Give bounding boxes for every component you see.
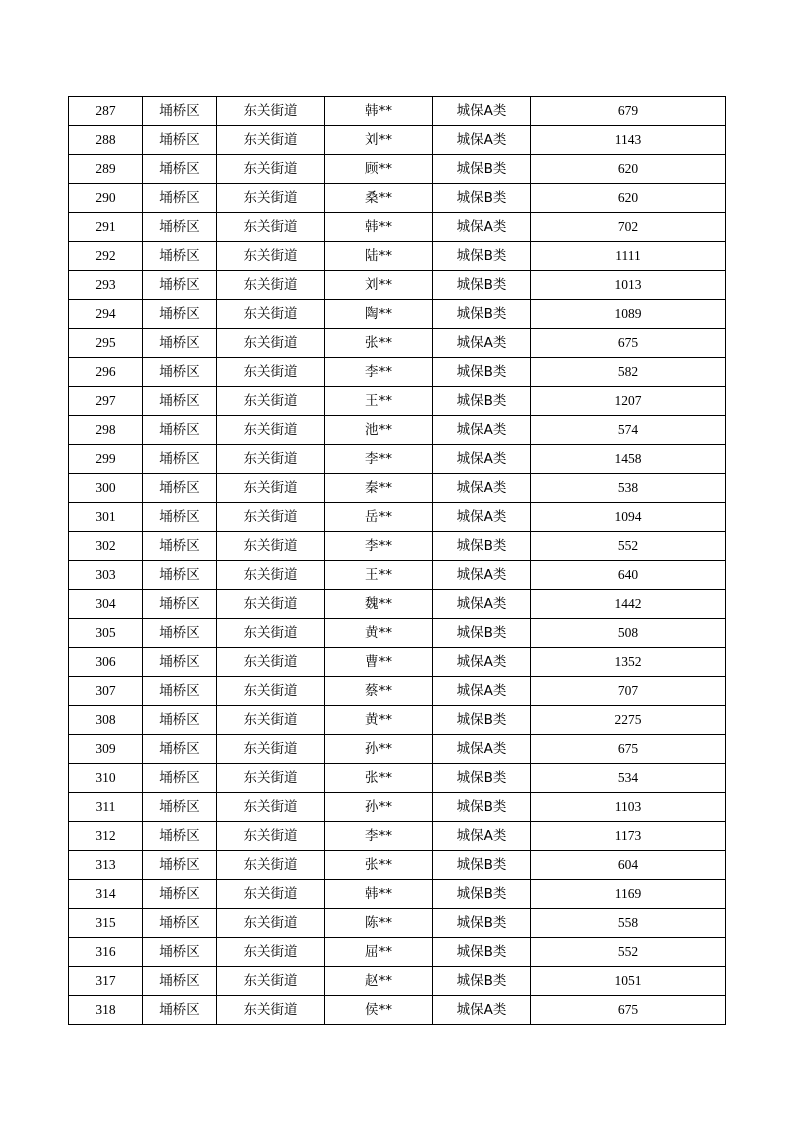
cell-index: 313 xyxy=(69,851,143,880)
cell-county: 埇桥区 xyxy=(143,648,217,677)
cell-street: 东关街道 xyxy=(217,619,325,648)
cell-amount: 1103 xyxy=(531,793,726,822)
cell-amount: 1013 xyxy=(531,271,726,300)
cell-name: 张** xyxy=(325,764,433,793)
cell-name: 赵** xyxy=(325,967,433,996)
cell-street: 东关街道 xyxy=(217,213,325,242)
cell-street: 东关街道 xyxy=(217,416,325,445)
cell-county: 埇桥区 xyxy=(143,155,217,184)
table-row xyxy=(69,387,726,416)
cell-street: 东关街道 xyxy=(217,735,325,764)
cell-name: 陈** xyxy=(325,909,433,938)
table-row xyxy=(69,474,726,503)
cell-amount: 1089 xyxy=(531,300,726,329)
cell-type: 城保A类 xyxy=(433,648,531,677)
cell-amount: 1458 xyxy=(531,445,726,474)
cell-amount: 1207 xyxy=(531,387,726,416)
cell-type: 城保A类 xyxy=(433,735,531,764)
cell-index: 299 xyxy=(69,445,143,474)
cell-index: 316 xyxy=(69,938,143,967)
cell-index: 318 xyxy=(69,996,143,1025)
cell-amount: 1111 xyxy=(531,242,726,271)
cell-index: 287 xyxy=(69,97,143,126)
cell-name: 李** xyxy=(325,822,433,851)
cell-name: 秦** xyxy=(325,474,433,503)
cell-index: 289 xyxy=(69,155,143,184)
cell-type: 城保B类 xyxy=(433,532,531,561)
cell-type: 城保A类 xyxy=(433,126,531,155)
cell-name: 侯** xyxy=(325,996,433,1025)
cell-index: 291 xyxy=(69,213,143,242)
cell-index: 296 xyxy=(69,358,143,387)
cell-index: 306 xyxy=(69,648,143,677)
cell-county: 埇桥区 xyxy=(143,909,217,938)
cell-amount: 1173 xyxy=(531,822,726,851)
table-row xyxy=(69,648,726,677)
cell-type: 城保A类 xyxy=(433,561,531,590)
table-row xyxy=(69,213,726,242)
cell-county: 埇桥区 xyxy=(143,590,217,619)
cell-amount: 534 xyxy=(531,764,726,793)
cell-type: 城保A类 xyxy=(433,445,531,474)
cell-street: 东关街道 xyxy=(217,561,325,590)
cell-street: 东关街道 xyxy=(217,242,325,271)
table-row xyxy=(69,532,726,561)
cell-county: 埇桥区 xyxy=(143,416,217,445)
cell-name: 蔡** xyxy=(325,677,433,706)
cell-county: 埇桥区 xyxy=(143,213,217,242)
cell-type: 城保A类 xyxy=(433,213,531,242)
cell-type: 城保B类 xyxy=(433,793,531,822)
table-row xyxy=(69,706,726,735)
cell-type: 城保A类 xyxy=(433,590,531,619)
cell-name: 魏** xyxy=(325,590,433,619)
cell-county: 埇桥区 xyxy=(143,97,217,126)
cell-index: 314 xyxy=(69,880,143,909)
cell-amount: 508 xyxy=(531,619,726,648)
cell-name: 屈** xyxy=(325,938,433,967)
table-row xyxy=(69,416,726,445)
cell-name: 顾** xyxy=(325,155,433,184)
table-row xyxy=(69,445,726,474)
cell-street: 东关街道 xyxy=(217,329,325,358)
cell-amount: 1143 xyxy=(531,126,726,155)
cell-name: 张** xyxy=(325,329,433,358)
cell-street: 东关街道 xyxy=(217,474,325,503)
cell-name: 李** xyxy=(325,445,433,474)
cell-type: 城保B类 xyxy=(433,619,531,648)
cell-street: 东关街道 xyxy=(217,445,325,474)
cell-street: 东关街道 xyxy=(217,793,325,822)
cell-amount: 620 xyxy=(531,155,726,184)
cell-amount: 538 xyxy=(531,474,726,503)
cell-type: 城保B类 xyxy=(433,967,531,996)
table-row xyxy=(69,242,726,271)
cell-county: 埇桥区 xyxy=(143,735,217,764)
cell-street: 东关街道 xyxy=(217,300,325,329)
cell-county: 埇桥区 xyxy=(143,503,217,532)
table-row xyxy=(69,184,726,213)
cell-county: 埇桥区 xyxy=(143,387,217,416)
cell-county: 埇桥区 xyxy=(143,822,217,851)
cell-street: 东关街道 xyxy=(217,938,325,967)
cell-index: 309 xyxy=(69,735,143,764)
cell-type: 城保A类 xyxy=(433,822,531,851)
table-row xyxy=(69,909,726,938)
cell-index: 297 xyxy=(69,387,143,416)
table-row xyxy=(69,97,726,126)
table-row xyxy=(69,590,726,619)
cell-index: 317 xyxy=(69,967,143,996)
cell-index: 293 xyxy=(69,271,143,300)
cell-name: 池** xyxy=(325,416,433,445)
cell-index: 311 xyxy=(69,793,143,822)
beneficiary-table xyxy=(68,96,726,1025)
table-row xyxy=(69,822,726,851)
cell-county: 埇桥区 xyxy=(143,445,217,474)
cell-type: 城保B类 xyxy=(433,909,531,938)
cell-county: 埇桥区 xyxy=(143,967,217,996)
cell-county: 埇桥区 xyxy=(143,126,217,155)
cell-index: 288 xyxy=(69,126,143,155)
cell-index: 300 xyxy=(69,474,143,503)
cell-name: 陆** xyxy=(325,242,433,271)
table-row xyxy=(69,126,726,155)
table-row xyxy=(69,851,726,880)
table-row xyxy=(69,561,726,590)
cell-county: 埇桥区 xyxy=(143,677,217,706)
cell-county: 埇桥区 xyxy=(143,184,217,213)
table-row xyxy=(69,938,726,967)
cell-county: 埇桥区 xyxy=(143,996,217,1025)
cell-type: 城保A类 xyxy=(433,97,531,126)
cell-street: 东关街道 xyxy=(217,155,325,184)
table-row xyxy=(69,271,726,300)
cell-name: 韩** xyxy=(325,213,433,242)
cell-amount: 675 xyxy=(531,329,726,358)
cell-index: 308 xyxy=(69,706,143,735)
table-row xyxy=(69,996,726,1025)
cell-amount: 1094 xyxy=(531,503,726,532)
cell-name: 孙** xyxy=(325,793,433,822)
cell-index: 305 xyxy=(69,619,143,648)
cell-name: 曹** xyxy=(325,648,433,677)
cell-amount: 707 xyxy=(531,677,726,706)
cell-street: 东关街道 xyxy=(217,967,325,996)
cell-index: 290 xyxy=(69,184,143,213)
cell-name: 韩** xyxy=(325,97,433,126)
cell-name: 刘** xyxy=(325,271,433,300)
cell-type: 城保B类 xyxy=(433,242,531,271)
cell-amount: 640 xyxy=(531,561,726,590)
cell-type: 城保B类 xyxy=(433,851,531,880)
cell-county: 埇桥区 xyxy=(143,329,217,358)
table-row xyxy=(69,764,726,793)
cell-index: 310 xyxy=(69,764,143,793)
table-row xyxy=(69,300,726,329)
cell-index: 301 xyxy=(69,503,143,532)
cell-county: 埇桥区 xyxy=(143,764,217,793)
cell-amount: 558 xyxy=(531,909,726,938)
cell-name: 刘** xyxy=(325,126,433,155)
cell-street: 东关街道 xyxy=(217,271,325,300)
cell-amount: 702 xyxy=(531,213,726,242)
cell-street: 东关街道 xyxy=(217,358,325,387)
cell-type: 城保A类 xyxy=(433,996,531,1025)
cell-name: 黄** xyxy=(325,706,433,735)
cell-street: 东关街道 xyxy=(217,677,325,706)
cell-type: 城保B类 xyxy=(433,184,531,213)
cell-street: 东关街道 xyxy=(217,706,325,735)
cell-name: 黄** xyxy=(325,619,433,648)
cell-type: 城保B类 xyxy=(433,271,531,300)
cell-type: 城保A类 xyxy=(433,474,531,503)
cell-amount: 574 xyxy=(531,416,726,445)
cell-amount: 675 xyxy=(531,735,726,764)
cell-county: 埇桥区 xyxy=(143,358,217,387)
cell-type: 城保B类 xyxy=(433,880,531,909)
cell-county: 埇桥区 xyxy=(143,300,217,329)
cell-street: 东关街道 xyxy=(217,880,325,909)
cell-amount: 582 xyxy=(531,358,726,387)
cell-street: 东关街道 xyxy=(217,648,325,677)
cell-county: 埇桥区 xyxy=(143,851,217,880)
cell-county: 埇桥区 xyxy=(143,706,217,735)
cell-street: 东关街道 xyxy=(217,184,325,213)
cell-amount: 552 xyxy=(531,532,726,561)
cell-street: 东关街道 xyxy=(217,503,325,532)
cell-street: 东关街道 xyxy=(217,532,325,561)
table-row xyxy=(69,677,726,706)
cell-index: 298 xyxy=(69,416,143,445)
cell-county: 埇桥区 xyxy=(143,880,217,909)
cell-county: 埇桥区 xyxy=(143,242,217,271)
cell-county: 埇桥区 xyxy=(143,561,217,590)
cell-county: 埇桥区 xyxy=(143,938,217,967)
cell-index: 303 xyxy=(69,561,143,590)
table-row xyxy=(69,793,726,822)
table-row xyxy=(69,735,726,764)
cell-type: 城保B类 xyxy=(433,155,531,184)
cell-amount: 1442 xyxy=(531,590,726,619)
cell-type: 城保B类 xyxy=(433,764,531,793)
cell-name: 张** xyxy=(325,851,433,880)
cell-street: 东关街道 xyxy=(217,996,325,1025)
cell-name: 韩** xyxy=(325,880,433,909)
cell-index: 304 xyxy=(69,590,143,619)
cell-type: 城保A类 xyxy=(433,677,531,706)
cell-index: 315 xyxy=(69,909,143,938)
cell-county: 埇桥区 xyxy=(143,793,217,822)
cell-name: 陶** xyxy=(325,300,433,329)
cell-county: 埇桥区 xyxy=(143,271,217,300)
cell-type: 城保B类 xyxy=(433,358,531,387)
cell-amount: 679 xyxy=(531,97,726,126)
table-row xyxy=(69,880,726,909)
cell-index: 294 xyxy=(69,300,143,329)
cell-street: 东关街道 xyxy=(217,851,325,880)
cell-name: 李** xyxy=(325,532,433,561)
cell-type: 城保A类 xyxy=(433,503,531,532)
cell-street: 东关街道 xyxy=(217,909,325,938)
cell-amount: 1169 xyxy=(531,880,726,909)
cell-index: 292 xyxy=(69,242,143,271)
cell-name: 李** xyxy=(325,358,433,387)
table-body xyxy=(69,97,726,1025)
cell-type: 城保B类 xyxy=(433,938,531,967)
cell-street: 东关街道 xyxy=(217,387,325,416)
cell-street: 东关街道 xyxy=(217,822,325,851)
cell-type: 城保B类 xyxy=(433,706,531,735)
table-row xyxy=(69,619,726,648)
cell-amount: 2275 xyxy=(531,706,726,735)
table-row xyxy=(69,329,726,358)
table-row xyxy=(69,967,726,996)
cell-type: 城保A类 xyxy=(433,416,531,445)
cell-amount: 1051 xyxy=(531,967,726,996)
cell-index: 302 xyxy=(69,532,143,561)
cell-county: 埇桥区 xyxy=(143,532,217,561)
cell-name: 王** xyxy=(325,387,433,416)
cell-street: 东关街道 xyxy=(217,97,325,126)
cell-index: 295 xyxy=(69,329,143,358)
cell-county: 埇桥区 xyxy=(143,474,217,503)
cell-county: 埇桥区 xyxy=(143,619,217,648)
cell-street: 东关街道 xyxy=(217,764,325,793)
cell-type: 城保B类 xyxy=(433,300,531,329)
cell-amount: 604 xyxy=(531,851,726,880)
cell-amount: 552 xyxy=(531,938,726,967)
cell-amount: 675 xyxy=(531,996,726,1025)
cell-name: 王** xyxy=(325,561,433,590)
cell-amount: 1352 xyxy=(531,648,726,677)
cell-index: 307 xyxy=(69,677,143,706)
cell-type: 城保B类 xyxy=(433,387,531,416)
cell-type: 城保A类 xyxy=(433,329,531,358)
cell-name: 桑** xyxy=(325,184,433,213)
cell-index: 312 xyxy=(69,822,143,851)
table-row xyxy=(69,155,726,184)
table-row xyxy=(69,503,726,532)
cell-name: 岳** xyxy=(325,503,433,532)
table-row xyxy=(69,358,726,387)
cell-street: 东关街道 xyxy=(217,126,325,155)
cell-name: 孙** xyxy=(325,735,433,764)
cell-street: 东关街道 xyxy=(217,590,325,619)
cell-amount: 620 xyxy=(531,184,726,213)
